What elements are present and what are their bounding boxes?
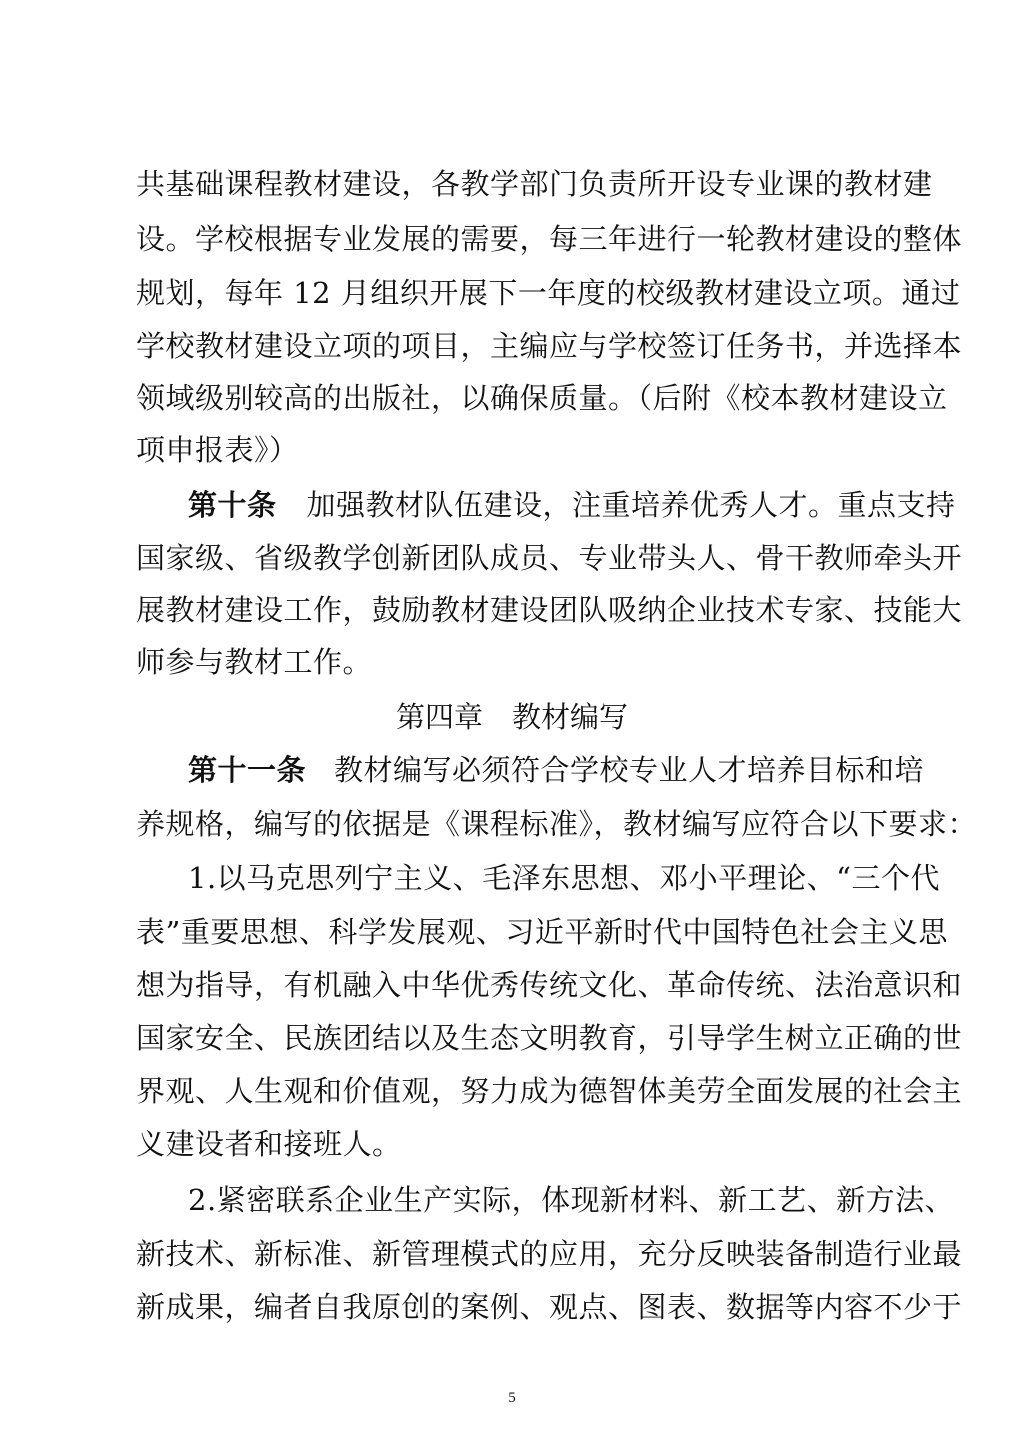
paragraph-line: 国家级、省级教学创新团队成员、专业带头人、骨干教师牵头开 bbox=[136, 541, 963, 575]
article-10-text: 加强教材队伍建设，注重培养优秀人才。重点支持 bbox=[306, 488, 956, 522]
list-item-line: 国家安全、民族团结以及生态文明教育，引导学生树立正确的世 bbox=[136, 1021, 963, 1055]
list-item-line: 想为指导，有机融入中华优秀传统文化、革命传统、法治意识和 bbox=[136, 968, 963, 1002]
paragraph-line: 共基础课程教材建设，各教学部门负责所开设专业课的教材建 bbox=[136, 167, 933, 201]
chapter-heading: 第四章 教材编写 bbox=[395, 700, 628, 734]
article-10-label: 第十条 bbox=[188, 488, 277, 522]
article-11-first-line bbox=[188, 750, 948, 790]
list-item-line: 新成果，编者自我原创的案例、观点、图表、数据等内容不少于 bbox=[136, 1290, 963, 1324]
list-item-line: 表”重要思想、科学发展观、习近平新时代中国特色社会主义思 bbox=[136, 915, 948, 949]
paragraph-line: 学校教材建设立项的项目，主编应与学校签订任务书，并选择本 bbox=[136, 329, 963, 363]
paragraph-line: 展教材建设工作，鼓励教材建设团队吸纳企业技术专家、技能大 bbox=[136, 593, 963, 627]
paragraph-line: 领域级别较高的出版社，以确保质量。（后附《校本教材建设立 bbox=[136, 381, 948, 415]
list-item-line: 义建设者和接班人。 bbox=[136, 1127, 402, 1161]
page-number: 5 bbox=[508, 1390, 516, 1406]
list-item-line: 1.以马克思列宁主义、毛泽东思想、邓小平理论、“三个代 bbox=[188, 861, 940, 895]
paragraph-line: 项申报表》） bbox=[136, 433, 299, 467]
article-10-first-line bbox=[188, 485, 956, 525]
paragraph-line: 规划，每年 12 月组织开展下一年度的校级教材建设立项。通过 bbox=[136, 276, 961, 310]
paragraph-line: 师参与教材工作。 bbox=[136, 645, 373, 679]
list-item-line: 2.紧密联系企业生产实际，体现新材料、新工艺、新方法、 bbox=[188, 1183, 955, 1217]
article-11-text: 教材编写必须符合学校专业人才培养目标和培 bbox=[334, 753, 925, 787]
list-item-line: 新技术、新标准、新管理模式的应用，充分反映装备制造行业最 bbox=[136, 1237, 963, 1271]
paragraph-line: 养规格，编写的依据是《课程标准》，教材编写应符合以下要求： bbox=[136, 807, 978, 841]
paragraph-line: 设。学校根据专业发展的需要，每三年进行一轮教材建设的整体 bbox=[136, 222, 963, 256]
article-11-label: 第十一条 bbox=[188, 753, 307, 787]
list-item-line: 界观、人生观和价值观，努力成为德智体美劳全面发展的社会主 bbox=[136, 1074, 963, 1108]
